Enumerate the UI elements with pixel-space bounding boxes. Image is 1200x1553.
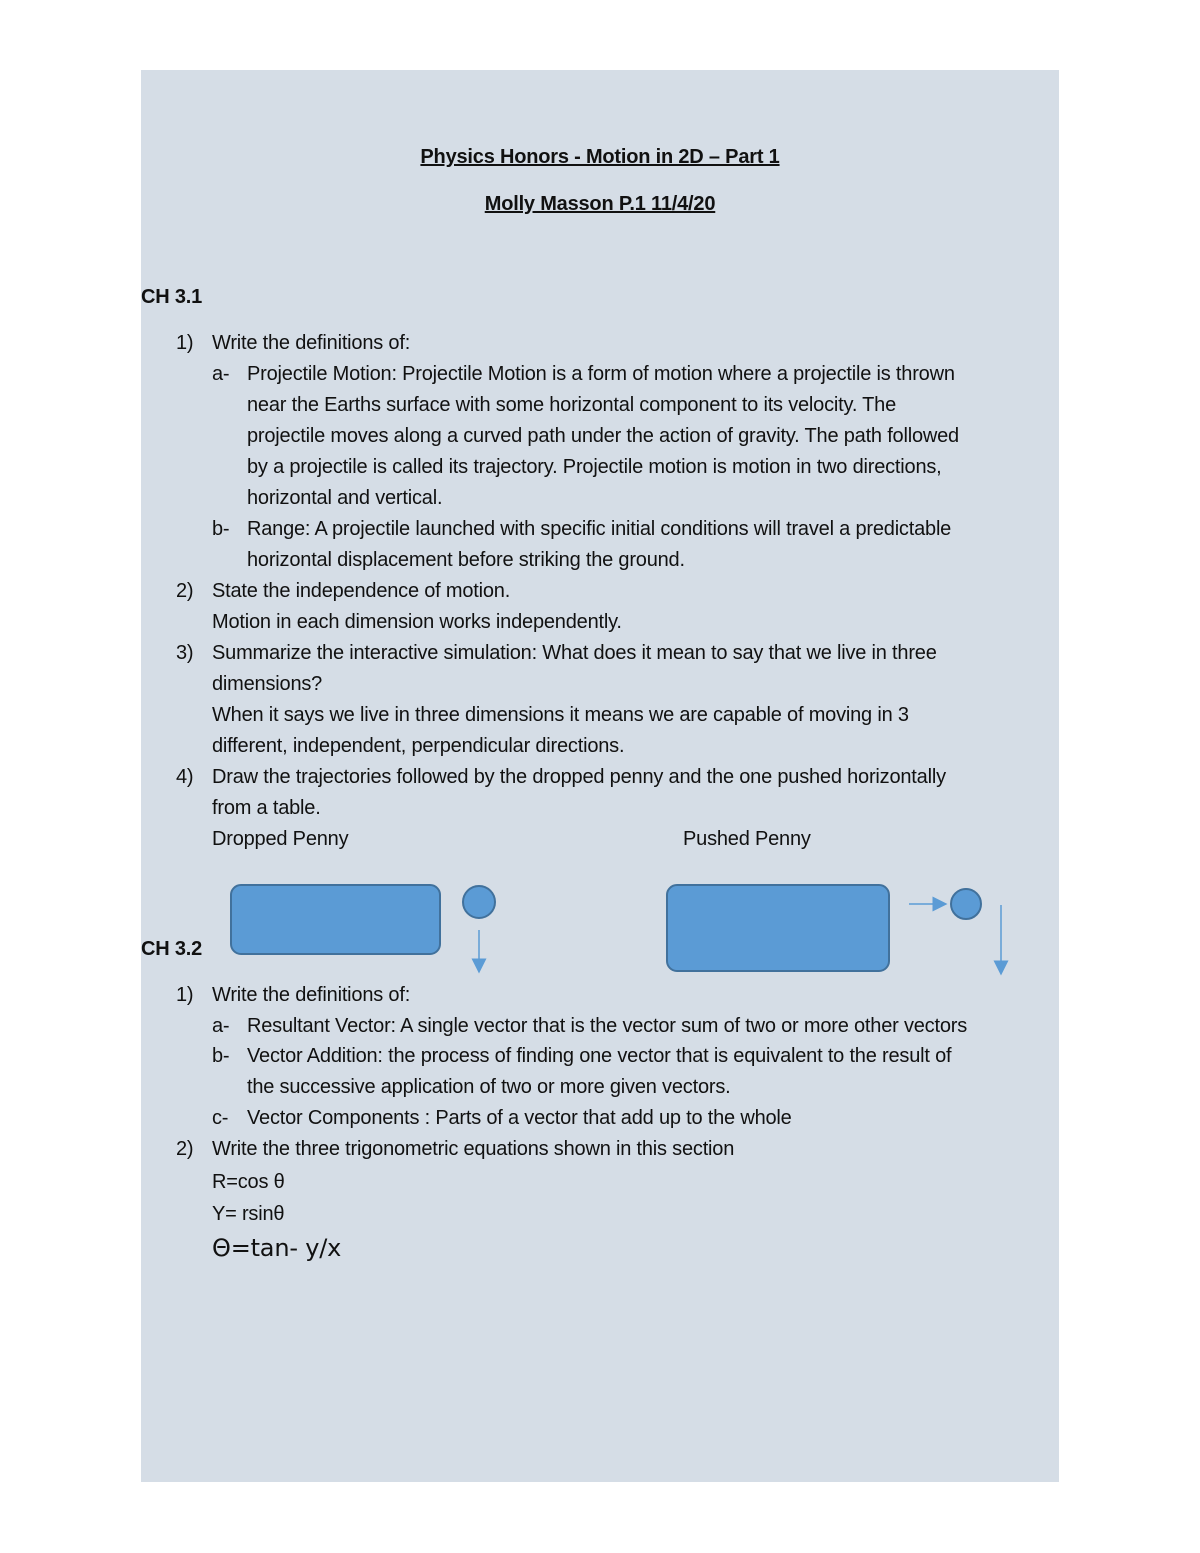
q4-line: Draw the trajectories followed by the dropped penny and the one pushed horizontally	[212, 766, 946, 788]
ch32-q1-b-marker: b-	[212, 1045, 230, 1067]
ch32-q1-c-text: Vector Components : Parts of a vector that add up to the whole	[247, 1107, 792, 1129]
ch32-q1-text: Write the definitions of:	[212, 984, 411, 1006]
q1-b-line: horizontal displacement before striking the ground.	[247, 549, 685, 571]
document-title: Physics Honors - Motion in 2D – Part 1	[420, 146, 780, 168]
q3-line: different, independent, perpendicular directions.	[212, 735, 625, 757]
ch32-q1-b-line: Vector Addition: the process of finding one vector that is equivalent to the result of	[247, 1045, 952, 1067]
q2-text: State the independence of motion.	[212, 580, 511, 602]
q3-line: Summarize the interactive simulation: What does it mean to say that we live in three	[212, 642, 937, 664]
q1-a-line: horizontal and vertical.	[247, 487, 443, 509]
ch32-q2-number: 2)	[176, 1138, 194, 1160]
section-heading-ch32: CH 3.2	[141, 938, 203, 960]
q2-number: 2)	[176, 580, 194, 602]
ch32-q1-b-line: the successive application of two or more given vectors.	[247, 1076, 731, 1098]
q4-line: from a table.	[212, 797, 321, 819]
q2-answer: Motion in each dimension works independently.	[212, 611, 622, 633]
table-shape-dropped	[231, 885, 440, 954]
label-pushed-penny: Pushed Penny	[683, 828, 811, 850]
q1-text: Write the definitions of:	[212, 332, 411, 354]
ch32-q1-a-marker: a-	[212, 1015, 230, 1037]
ch32-q1-c-marker: c-	[212, 1107, 229, 1129]
q3-line: When it says we live in three dimensions it means we are capable of moving in 3	[212, 704, 909, 726]
table-shape-pushed	[667, 885, 889, 971]
q4-number: 4)	[176, 766, 194, 788]
equation-1: R=cos θ	[212, 1171, 285, 1193]
q3-number: 3)	[176, 642, 194, 664]
author-line: Molly Masson P.1 11/4/20	[484, 193, 716, 215]
q1-a-line: Projectile Motion: Projectile Motion is a form of motion where a projectile is thrown	[247, 363, 955, 385]
ch32-q2-text: Write the three trigonometric equations shown in this section	[212, 1138, 735, 1160]
penny-dropped	[463, 886, 495, 918]
q1-b-marker: b-	[212, 518, 230, 540]
equation-2: Y= rsinθ	[212, 1203, 285, 1225]
q3-line: dimensions?	[212, 673, 323, 695]
q1-a-line: projectile moves along a curved path under the action of gravity. The path followed	[247, 425, 959, 447]
q1-b-line: Range: A projectile launched with specific initial conditions will travel a predictable	[247, 518, 952, 540]
equation-3: Θ=tan- y/x	[212, 1234, 342, 1262]
q1-a-line: near the Earths surface with some horizontal component to its velocity. The	[247, 394, 897, 416]
ch32-q1-number: 1)	[176, 984, 194, 1006]
q1-a-marker: a-	[212, 363, 230, 385]
penny-pushed	[951, 889, 981, 919]
q1-number: 1)	[176, 332, 194, 354]
q1-a-line: by a projectile is called its trajectory. Projectile motion is motion in two directions,	[247, 456, 942, 478]
ch32-q1-a-text: Resultant Vector: A single vector that is the vector sum of two or more other vectors	[247, 1015, 968, 1037]
section-heading-ch31: CH 3.1	[141, 286, 203, 308]
label-dropped-penny: Dropped Penny	[212, 828, 349, 850]
